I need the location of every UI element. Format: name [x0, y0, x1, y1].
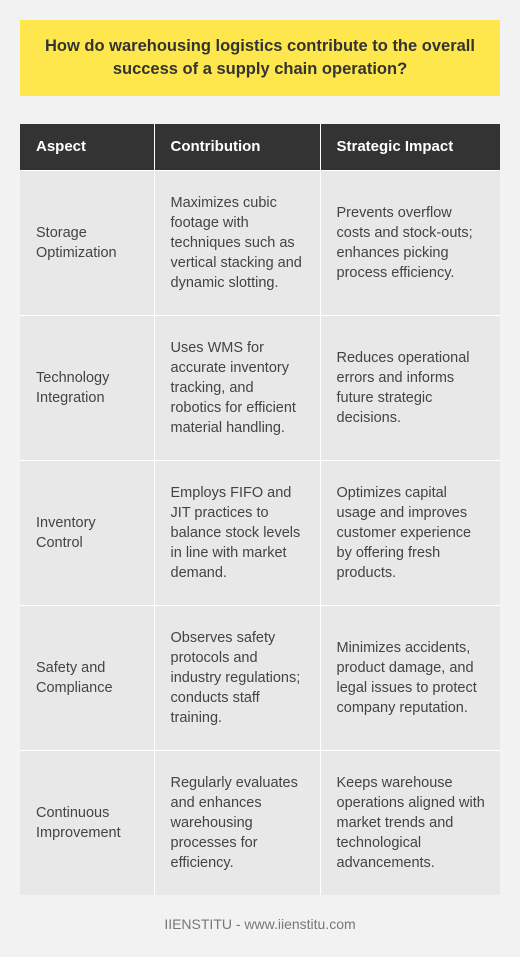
- aspect-cell: Continuous Improvement: [20, 750, 154, 895]
- table-row: [20, 460, 500, 605]
- page-title: How do warehousing logistics contribute to the overall success of a supply chain operation?: [45, 37, 475, 78]
- table-row: [20, 315, 500, 460]
- table-row: [20, 605, 500, 750]
- footer-credit: IIENSTITU - www.iienstitu.com: [164, 916, 356, 932]
- aspect-cell: Safety and Compliance: [20, 605, 154, 750]
- contribution-cell: Regularly evaluates and enhances warehousing processes for efficiency.: [154, 750, 320, 895]
- impact-cell: Keeps warehouse operations aligned with market trends and technological advancements.: [320, 750, 500, 895]
- contribution-cell: Uses WMS for accurate inventory tracking, and robotics for efficient material handling.: [154, 315, 320, 460]
- aspect-cell: Storage Optimization: [20, 170, 154, 315]
- contribution-cell: Employs FIFO and JIT practices to balance stock levels in line with market demand.: [154, 460, 320, 605]
- aspect-cell: Technology Integration: [20, 315, 154, 460]
- header-contribution: Contribution: [154, 124, 320, 170]
- table-header-row: [20, 124, 500, 170]
- impact-cell: Prevents overflow costs and stock-outs; enhances picking process efficiency.: [320, 170, 500, 315]
- table-row: [20, 750, 500, 895]
- header-aspect: Aspect: [20, 124, 154, 170]
- header-strategic-impact: Strategic Impact: [320, 124, 500, 170]
- title-banner: [20, 20, 500, 96]
- contribution-cell: Observes safety protocols and industry regulations; conducts staff training.: [154, 605, 320, 750]
- aspects-table: [20, 124, 500, 895]
- contribution-cell: Maximizes cubic footage with techniques such as vertical stacking and dynamic slotting.: [154, 170, 320, 315]
- impact-cell: Reduces operational errors and informs future strategic decisions.: [320, 315, 500, 460]
- impact-cell: Minimizes accidents, product damage, and legal issues to protect company reputation.: [320, 605, 500, 750]
- aspect-cell: Inventory Control: [20, 460, 154, 605]
- impact-cell: Optimizes capital usage and improves customer experience by offering fresh products.: [320, 460, 500, 605]
- table-row: [20, 170, 500, 315]
